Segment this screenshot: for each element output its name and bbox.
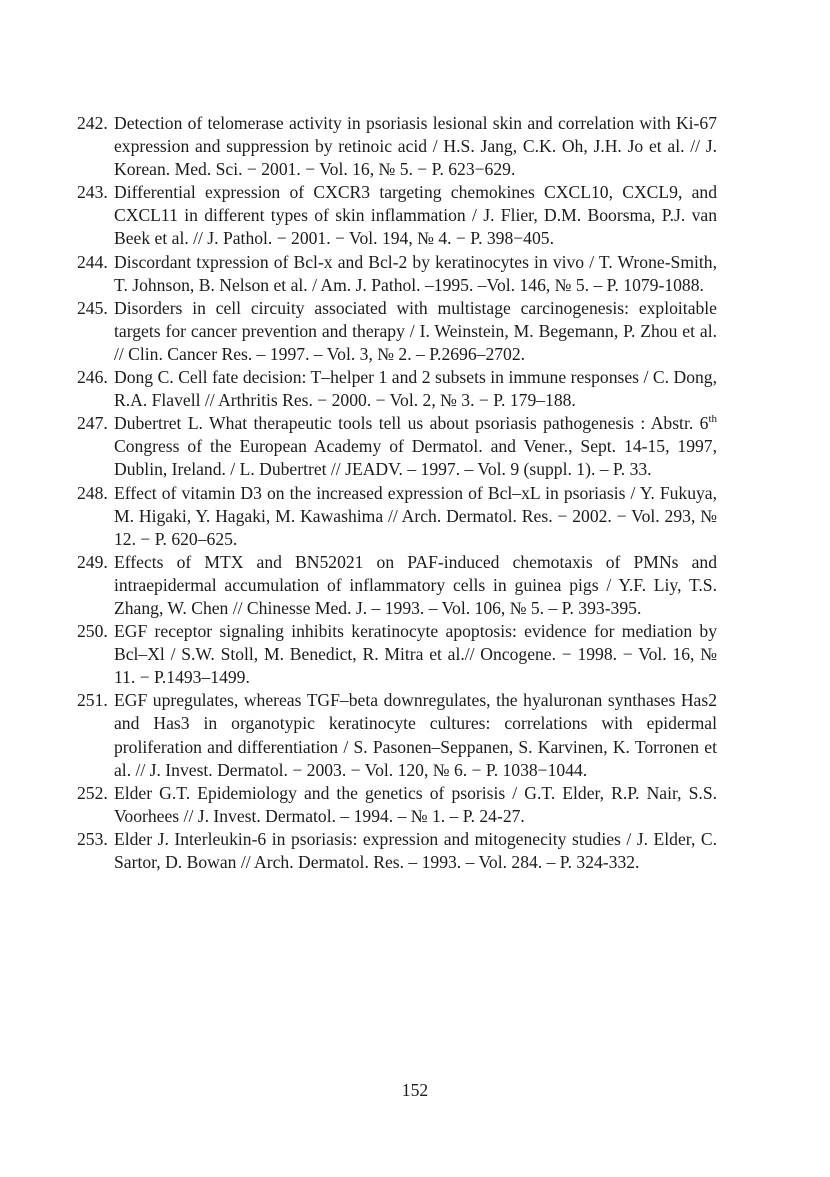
reference-item-247 [77,412,717,481]
reference-text: Elder G.T. Epidemiology and the genetics of psorisis / G.T. Elder, R.P. Nair, S.S. Voorhees // J. Invest. Dermatol. – 1994. – № 1. – P. 24-27. [114,782,717,826]
reference-text-part: Dubertret L. What therapeutic tools tell us about psoriasis pathogenesis : Abstr. 6 [114,413,709,434]
superscript-ordinal: th [708,413,717,426]
reference-number: 249. [77,551,108,572]
reference-number: 242. [77,113,108,133]
reference-number: 243. [77,182,108,203]
reference-text: Dong C. Cell fate decision: T–helper 1 and 2 subsets in immune responses / C. Dong, R.A. Flavell // Arthritis Res. − 2000. − Vol. 2, № 3. − P. 179–188. [114,367,717,411]
reference-item-243 [77,181,717,250]
reference-number: 248. [77,482,108,503]
reference-item-244 [77,251,717,297]
reference-text [114,412,717,481]
reference-text: Detection of telomerase activity in psoriasis lesional skin and correlation with Ki-67 expression and suppression by retinoic acid / H.S. Jang, C.K. Oh, J.H. Jo et al. // J. Korean. Med. Sci. − 2001. − Vol. 16, № 5. − P. 623−629. [114,113,717,180]
reference-text: EGF receptor signaling inhibits keratinocyte apoptosis: evidence for mediation by Bcl–Xl / S.W. Stoll, M. Benedict, R. Mitra et al.// Oncogene. − 1998. − Vol. 16, № 11. − P.1493–1499. [114,621,717,688]
reference-item-248 [77,482,717,551]
reference-text: Effect of vitamin D3 on the increased expression of Bcl–xL in psoriasis / Y. Fukuya, M. Higaki, Y. Hagaki, M. Kawashima // Arch. Dermatol. Res. − 2002. − Vol. 293, № 12. − P. 620–625. [114,482,717,549]
reference-item-242 [77,112,717,181]
reference-item-249 [77,551,717,620]
reference-text: EGF upregulates, whereas TGF–beta downregulates, the hyaluronan synthases Has2 and Has3 in organotypic keratinocyte cultures: correlations with epidermal proliferation and differentiation / S. Pasonen–Seppanen, S. Karvinen, K. Torronen et al. // J. Invest. Dermatol. − 2003. − Vol. 120, № 6. − P. 1038−1044. [114,690,717,780]
reference-number: 246. [77,367,108,388]
reference-item-253 [77,828,717,874]
reference-number: 253. [77,828,108,849]
reference-number: 250. [77,621,108,642]
reference-number: 244. [77,251,108,272]
reference-list [77,112,717,874]
reference-number: 247. [77,413,108,434]
page-number: 152 [401,1080,429,1100]
reference-item-246 [77,366,717,412]
reference-item-251 [77,689,717,781]
reference-text: Elder J. Interleukin-6 in psoriasis: expression and mitogenecity studies / J. Elder, C. Sartor, D. Bowan // Arch. Dermatol. Res. – 1993. – Vol. 284. – P. 324-332. [114,828,717,872]
reference-number: 245. [77,297,108,318]
reference-text: Disorders in cell circuity associated with multistage carcinogenesis: exploitable targets for cancer prevention and therapy / I. Weinstein, M. Begemann, P. Zhou et al. // Clin. Cancer Res. – 1997. – Vol. 3, № 2. – P.2696–2702. [114,297,717,364]
reference-item-250 [77,620,717,689]
reference-item-245 [77,297,717,366]
reference-text: Effects of MTX and BN52021 on PAF-induced chemotaxis of PMNs and intraepidermal accumulation of inflammatory cells in guinea pigs / Y.F. Liy, T.S. Zhang, W. Chen // Chinesse Med. J. – 1993. – Vol. 106, № 5. – P. 393-395. [114,551,717,618]
reference-text: Differential expression of CXCR3 targeting chemokines CXCL10, CXCL9, and CXCL11 in different types of skin inflammation / J. Flier, D.M. Boorsma, P.J. van Beek et al. // J. Pathol. − 2001. − Vol. 194, № 4. − P. 398−405. [114,182,717,249]
reference-item-252 [77,782,717,828]
reference-text-part: Congress of the European Academy of Dermatol. and Vener., Sept. 14-15, 1997, Dublin, Ireland. / L. Dubertret // JEADV. – 1997. – Vol. 9 (suppl. 1). – P. 33. [114,436,717,480]
reference-number: 251. [77,690,108,711]
reference-number: 252. [77,782,108,803]
reference-text: Discordant txpression of Bcl-x and Bcl-2 by keratinocytes in vivo / T. Wrone-Smith, T. Johnson, B. Nelson et al. / Am. J. Pathol. –1995. –Vol. 146, № 5. – P. 1079-1088. [114,251,717,295]
